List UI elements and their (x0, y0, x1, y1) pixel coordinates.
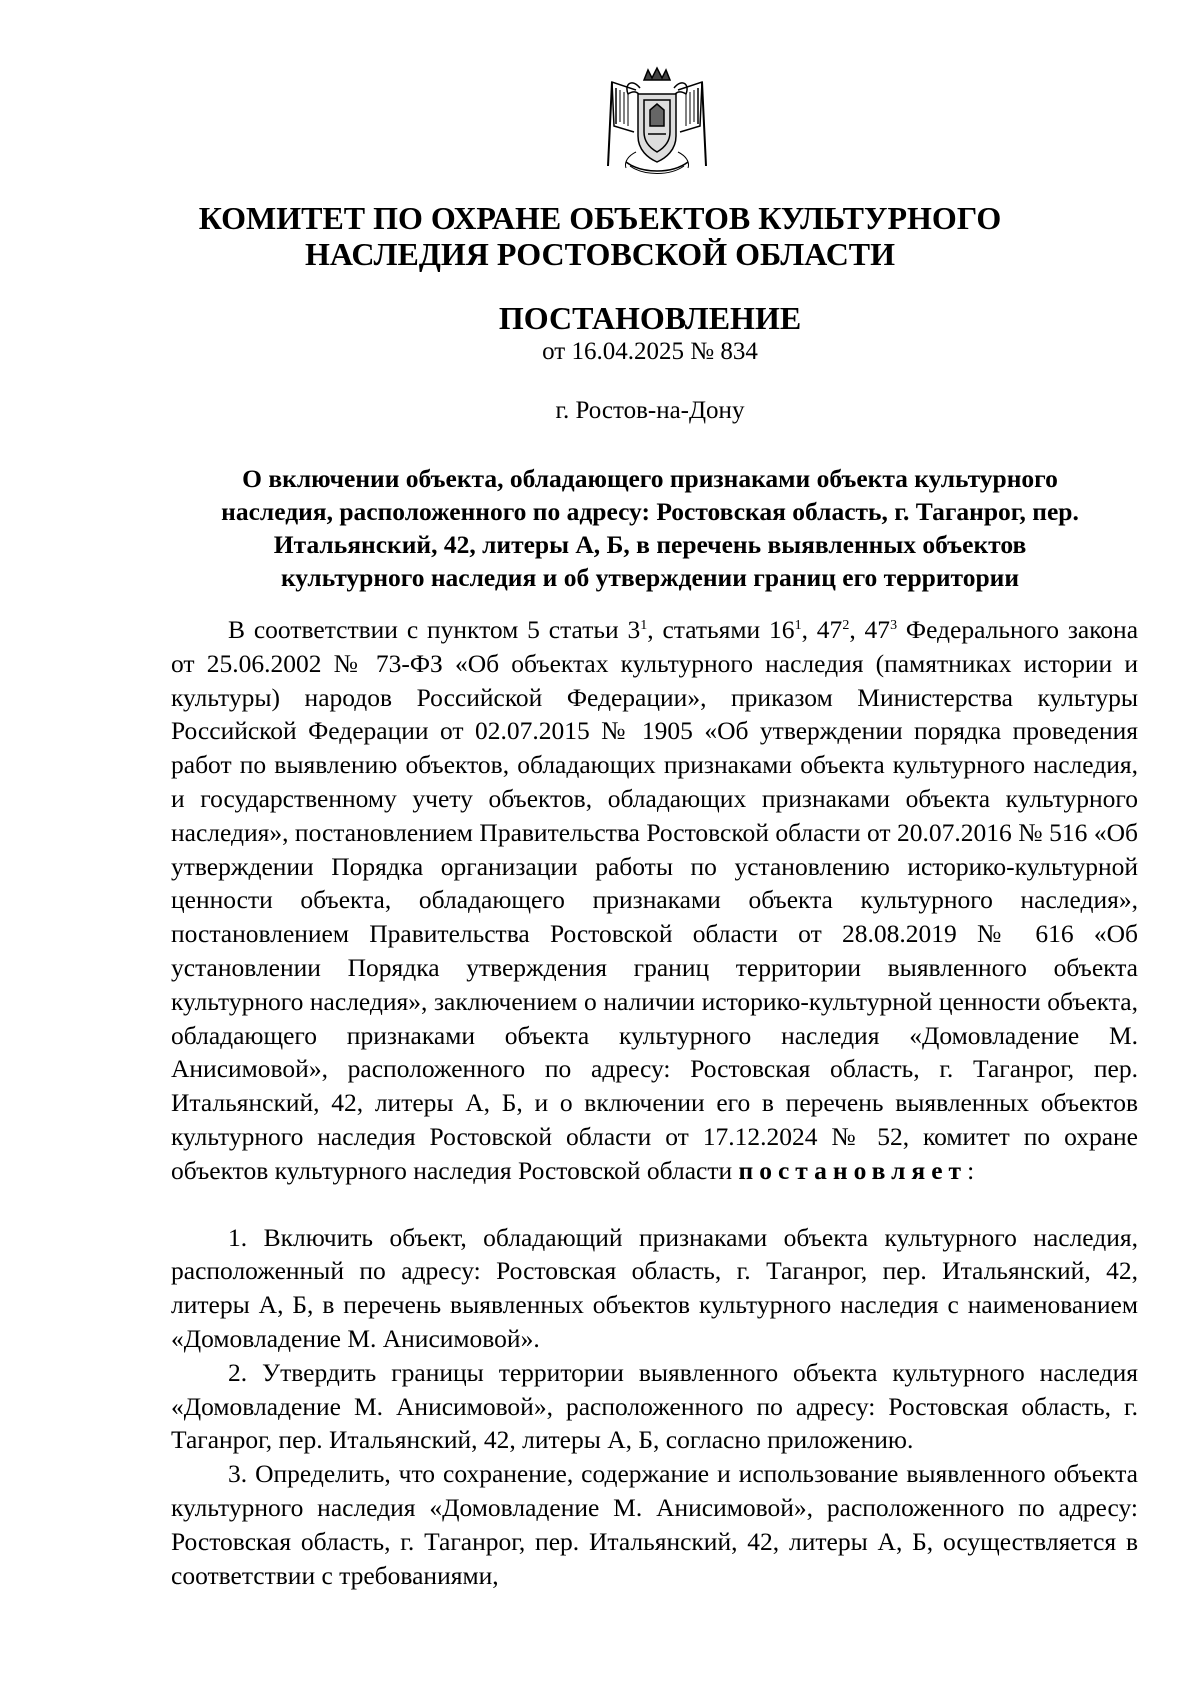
preamble-paragraph (171, 613, 1138, 1188)
organization-name-line1: КОМИТЕТ ПО ОХРАНЕ ОБЪЕКТОВ КУЛЬТУРНОГО (198, 200, 1002, 236)
document-number-date: от 16.04.2025 № 834 (542, 338, 758, 365)
document-city: г. Ростов-на-Дону (555, 397, 745, 424)
resolution-item-2: 2. Утвердить границы территории выявленного объекта культурного наследия «Домовладение М. Анисимовой», расположенного по адресу: Ростовская область, г. Таганрог, пер. Итальянский, 42, литеры А, Б, согласно приложению. (171, 1357, 1138, 1455)
document-body (171, 613, 1138, 1592)
resolution-item-3: 3. Определить, что сохранение, содержание и использование выявленного объекта культурного наследия «Домовладение М. Анисимовой», расположенного по адресу: Ростовская область, г. Таганрог, пер. Итальянский, 42, литеры А, Б, осуществляется в соответствии с требованиями, (171, 1459, 1138, 1590)
resolution-keyword: постановляет (738, 1155, 968, 1185)
coat-of-arms-emblem-icon (606, 66, 708, 178)
document-type: ПОСТАНОВЛЕНИЕ (498, 300, 802, 336)
resolution-item-1: 1. Включить объект, обладающий признаками объекта культурного наследия, расположенный по адресу: Ростовская область, г. Таганрог, пер. Итальянский, 42, литеры А, Б, в перечень выявленных объектов культурного наследия с наименованием «Домовладение М. Анисимовой». (171, 1222, 1138, 1353)
superscript: 1 (794, 618, 802, 633)
preamble-text-part: Федерального закона от 25.06.2002 № 73-ФЗ «Об объектах культурного наследия (памятниках истории и культуры) народов Российской Федерации», приказом Министерства культуры Российской Федерации от 02.07.2015 № 1905 «Об утверждении порядка проведения работ по выявлению объектов, обладающих признаками объекта культурного наследия, и государственному учету объектов, обладающих признаками объекта культурного наследия», постановлением Правительства Ростовской области от 20.07.2016 № 516 «Об утверждении Порядка организации работы по установлению историко-культурной ценности объекта, обладающего признаками объекта культурного наследия», постановлением Правительства Ростовской области от 28.08.2019 № 616 «Об установлении Порядка утверждения границ территории выявленного объекта культурного наследия», заключением о наличии историко-культурной ценности объекта, обладающего признаками объекта культурного наследия «Домовладение М. Анисимовой», расположенного по адресу: Ростовская область, г. Таганрог, пер. Итальянский, 42, литеры А, Б, и о включении его в перечень выявленных объектов культурного наследия Ростовской области от 17.12.2024 № 52, комитет по охране объектов культурного наследия Ростовской области (171, 615, 1139, 1185)
preamble-text-part: , 47 (849, 615, 891, 644)
preamble-text-part: В соответствии с пунктом 5 статьи 3 (228, 615, 641, 644)
superscript: 1 (640, 618, 648, 633)
preamble-colon: : (967, 1155, 975, 1185)
superscript: 3 (890, 618, 898, 633)
organization-name-line2: НАСЛЕДИЯ РОСТОВСКОЙ ОБЛАСТИ (304, 236, 896, 272)
preamble-text-part: , 47 (801, 615, 843, 644)
document-subject-title: О включении объекта, обладающего признаками объекта культурного наследия, расположенного по адресу: Ростовская область, г. Таганрог, пер. Итальянский, 42, литеры А, Б, в перечень выявленных объектов культурного наследия и об утверждении границ его территории (221, 464, 1079, 592)
preamble-text-part: , статьями 16 (647, 615, 795, 644)
superscript: 2 (842, 618, 850, 633)
